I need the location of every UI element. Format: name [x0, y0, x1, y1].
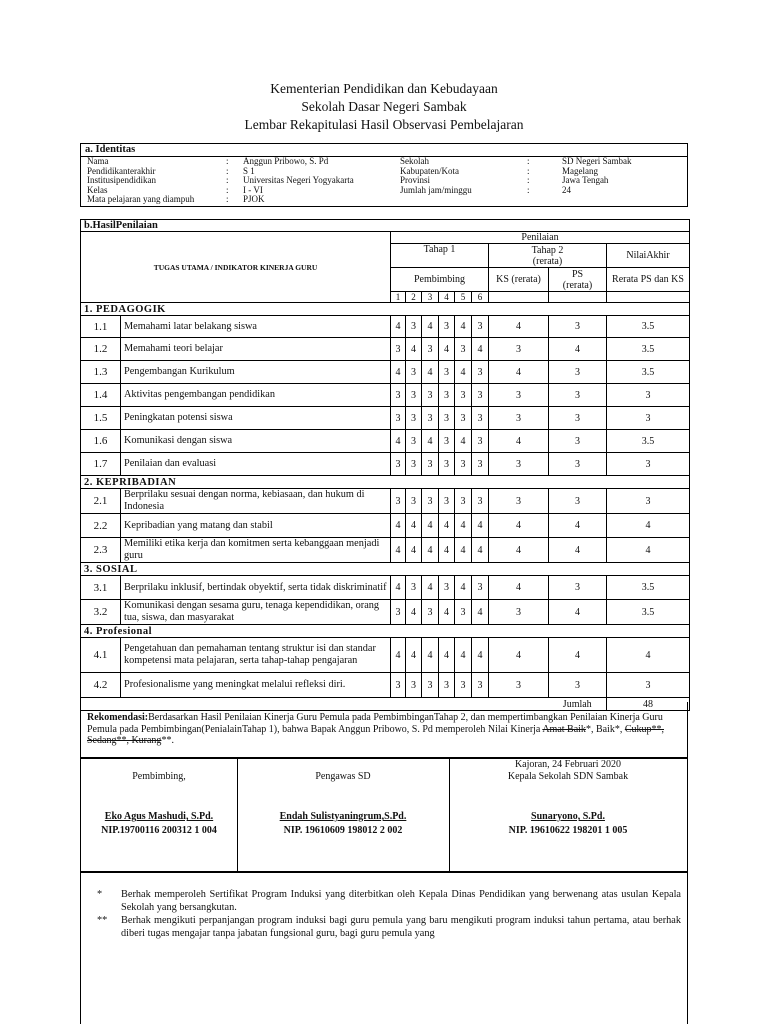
ks-value: 4 — [489, 430, 549, 453]
jumlah-value: 48 — [607, 698, 690, 711]
score-cell: 4 — [439, 600, 455, 625]
score-cell: 3 — [439, 430, 455, 453]
score-cell: 3 — [422, 338, 439, 361]
table-row — [81, 316, 690, 338]
item-number: 4.1 — [81, 638, 121, 673]
score-cell: 4 — [422, 514, 439, 538]
section-header: 2. KEPRIBADIAN — [81, 476, 690, 489]
identity-value: Universitas Negeri Yogyakarta — [243, 175, 354, 185]
identity-colon: : — [226, 175, 229, 185]
sig-pengawas-nip: NIP. 19610609 198012 2 002 — [283, 825, 403, 836]
score-cell: 3 — [422, 600, 439, 625]
ps-value: 4 — [549, 538, 607, 563]
final-value: 3 — [607, 407, 690, 430]
identity-colon: : — [527, 184, 530, 195]
score-cell: 3 — [391, 384, 406, 407]
identity-label: Sekolah — [400, 156, 429, 166]
identity-colon: : — [527, 175, 530, 185]
section-header: 3. SOSIAL — [81, 563, 690, 576]
identity-colon: : — [527, 165, 530, 176]
ks-value: 3 — [489, 600, 549, 625]
identity-title: a. Identitas — [85, 144, 136, 155]
final-value: 4 — [607, 538, 690, 563]
ps-value: 3 — [549, 361, 607, 384]
score-cell: 4 — [391, 361, 406, 384]
ks-value: 4 — [489, 361, 549, 384]
score-cell: 3 — [455, 384, 472, 407]
table-row — [81, 489, 690, 514]
score-cell: 4 — [422, 576, 439, 600]
score-cell: 4 — [439, 514, 455, 538]
score-cell: 4 — [391, 638, 406, 673]
final-value: 3.5 — [607, 600, 690, 625]
ks-value: 3 — [489, 453, 549, 476]
final-value: 3.5 — [607, 316, 690, 338]
final-value: 3.5 — [607, 338, 690, 361]
score-cell: 3 — [439, 576, 455, 600]
score-cell: 3 — [439, 673, 455, 698]
ps-value: 3 — [549, 430, 607, 453]
section-header: 4. Profesional — [81, 625, 690, 638]
score-cell: 3 — [455, 673, 472, 698]
identity-colon: : — [226, 156, 229, 166]
identity-value: Jawa Tengah — [562, 175, 609, 185]
final-value: 3.5 — [607, 430, 690, 453]
identity-value: Magelang — [562, 165, 598, 176]
score-cell: 4 — [472, 338, 489, 361]
table-row — [81, 538, 690, 563]
table-row — [81, 673, 690, 698]
col-number: 6 — [472, 292, 489, 303]
item-description: Memahami latar belakang siswa — [121, 316, 391, 338]
identity-label: Kelas — [87, 184, 108, 195]
score-cell: 4 — [472, 600, 489, 625]
score-cell: 3 — [455, 600, 472, 625]
ks-value: 3 — [489, 338, 549, 361]
ks-value: 4 — [489, 538, 549, 563]
tahap1-header: Tahap 1 — [391, 244, 489, 268]
score-cell: 3 — [472, 489, 489, 514]
col-number: 5 — [455, 292, 472, 303]
sig-pembimbing-name: Eko Agus Mashudi, S.Pd. — [104, 811, 214, 822]
tahap2-header: Tahap 2 (rerata) — [489, 244, 607, 268]
ks-value: 3 — [489, 407, 549, 430]
col-number: 1 — [391, 292, 406, 303]
ps-header: PS (rerata) — [549, 268, 607, 292]
score-cell: 3 — [422, 673, 439, 698]
header-school: Sekolah Dasar Negeri Sambak — [301, 99, 467, 114]
footnote-double-star: ** Berhak mengikuti perpanjangan program induksi bagi guru pemula yang baru mengikuti program induksi tahun pertama, atau berhak diberi tugas mengajar tanpa jabatan fungsional guru, bagi guru pemula yang — [97, 915, 681, 939]
score-cell: 4 — [455, 514, 472, 538]
col-number: 3 — [422, 292, 439, 303]
sig-kepala — [449, 759, 687, 871]
score-cell: 3 — [406, 453, 422, 476]
score-cell: 3 — [406, 489, 422, 514]
score-cell: 3 — [472, 453, 489, 476]
score-cell: 4 — [422, 538, 439, 563]
identity-label: Mata pelajaran yang diampuh — [87, 194, 195, 204]
identity-value: 24 — [562, 184, 571, 195]
score-cell: 4 — [422, 361, 439, 384]
table-row — [81, 453, 690, 476]
score-cell: 3 — [439, 489, 455, 514]
item-description: Berprilaku sesuai dengan norma, kebiasaan, dan hukum di Indonesia — [121, 489, 391, 514]
score-cell: 4 — [472, 538, 489, 563]
item-number: 4.2 — [81, 673, 121, 698]
score-cell: 3 — [391, 673, 406, 698]
sig-pembimbing-label: Pembimbing, — [132, 771, 186, 782]
score-cell: 4 — [406, 638, 422, 673]
item-number: 2.2 — [81, 514, 121, 538]
item-description: Kepribadian yang matang dan stabil — [121, 514, 391, 538]
score-cell: 3 — [391, 338, 406, 361]
score-cell: 4 — [455, 538, 472, 563]
score-cell: 3 — [391, 453, 406, 476]
sig-pengawas — [237, 759, 450, 871]
score-cell: 3 — [406, 361, 422, 384]
item-number: 3.2 — [81, 600, 121, 625]
sig-kepala-date: Kajoran, 24 Februari 2020 — [514, 759, 622, 770]
item-description: Aktivitas pengembangan pendidikan — [121, 384, 391, 407]
ps-value: 4 — [549, 514, 607, 538]
ps-value: 3 — [549, 316, 607, 338]
signature-section — [80, 758, 688, 872]
table-row — [81, 384, 690, 407]
score-cell: 4 — [391, 538, 406, 563]
final-value: 3 — [607, 453, 690, 476]
score-cell: 4 — [439, 638, 455, 673]
assessment-table — [80, 219, 690, 711]
recommendation-label: Rekomendasi: — [87, 712, 149, 723]
identity-colon: : — [226, 184, 229, 195]
score-cell: 4 — [391, 576, 406, 600]
ks-header: KS (rerata) — [489, 268, 549, 292]
final-value: 3 — [607, 489, 690, 514]
recommendation-mid: *, Baik*, — [585, 723, 625, 735]
item-number: 2.3 — [81, 538, 121, 563]
score-cell: 3 — [472, 673, 489, 698]
table-row — [81, 514, 690, 538]
score-cell: 4 — [406, 600, 422, 625]
rerata-header: Rerata PS dan KS — [607, 268, 690, 292]
score-cell: 3 — [391, 407, 406, 430]
pembimbing-header: Pembimbing — [391, 268, 489, 292]
item-number: 3.1 — [81, 576, 121, 600]
table-row — [81, 361, 690, 384]
footnotes — [80, 872, 688, 1024]
final-value: 3.5 — [607, 361, 690, 384]
table-row — [81, 338, 690, 361]
score-cell: 4 — [422, 430, 439, 453]
header-title: Lembar Rekapitulasi Hasil Observasi Pembelajaran — [244, 117, 524, 132]
sig-pengawas-label: Pengawas SD — [315, 771, 371, 782]
final-value: 4 — [607, 514, 690, 538]
sig-pembimbing-nip: NIP.19700116 200312 1 004 — [101, 825, 217, 836]
score-cell: 3 — [439, 384, 455, 407]
identity-box — [80, 143, 688, 207]
item-description: Komunikasi dengan siswa — [121, 430, 391, 453]
section-header: 1. PEDAGOGIK — [81, 303, 690, 316]
footnote-single-star: * Berhak memperoleh Sertifikat Program Induksi yang diterbitkan oleh Kepala Dinas Pendidikan yang berwenang atas usulan Kepala Sekolah yang bersangkutan. — [97, 889, 681, 913]
score-cell: 4 — [406, 514, 422, 538]
ps-value: 3 — [549, 489, 607, 514]
sig-kepala-nip: NIP. 19610622 198201 1 005 — [508, 825, 628, 836]
item-description: Komunikasi dengan sesama guru, tenaga kependidikan, orang tua, siswa, dan masyarakat — [121, 600, 391, 625]
score-cell: 3 — [406, 430, 422, 453]
table-row — [81, 600, 690, 625]
score-cell: 4 — [422, 316, 439, 338]
identity-label: Kabupaten/Kota — [400, 165, 459, 176]
strike-other-grades: Cukup**, Sedang**, Kurang — [87, 723, 664, 746]
score-cell: 4 — [439, 538, 455, 563]
ks-value: 3 — [489, 384, 549, 407]
item-description: Berprilaku inklusif, bertindak obyektif, serta tidak diskriminatif — [121, 576, 391, 600]
ks-value: 4 — [489, 514, 549, 538]
score-cell: 3 — [455, 453, 472, 476]
item-description: Memiliki etika kerja dan komitmen serta kebanggaan menjadi guru — [121, 538, 391, 563]
score-cell: 3 — [472, 430, 489, 453]
score-cell: 4 — [455, 576, 472, 600]
item-description: Pengetahuan dan pemahaman tentang struktur isi dan standar kompetensi mata pelajaran, serta tahap-tahap pengajaran — [121, 638, 391, 673]
score-cell: 4 — [422, 638, 439, 673]
nilai-akhir-header: NilaiAkhir — [607, 244, 690, 268]
item-description: Peningkatan potensi siswa — [121, 407, 391, 430]
score-cell: 4 — [439, 338, 455, 361]
item-description: Pengembangan Kurikulum — [121, 361, 391, 384]
score-cell: 3 — [439, 316, 455, 338]
score-cell: 4 — [472, 514, 489, 538]
strike-amat-baik: Amat Baik — [542, 723, 586, 735]
score-cell: 3 — [439, 453, 455, 476]
item-number: 2.1 — [81, 489, 121, 514]
final-value: 4 — [607, 638, 690, 673]
score-cell: 4 — [455, 638, 472, 673]
identity-label: Pendidikanterakhir — [87, 165, 156, 176]
score-cell: 4 — [391, 430, 406, 453]
ks-value: 3 — [489, 489, 549, 514]
score-cell: 3 — [455, 338, 472, 361]
item-number: 1.5 — [81, 407, 121, 430]
identity-value: S 1 — [243, 165, 255, 176]
score-cell: 3 — [391, 489, 406, 514]
header-ministry: Kementerian Pendidikan dan Kebudayaan — [270, 81, 498, 96]
recommendation-text: Berdasarkan Hasil Penilaian Kinerja Guru Pemula pada PembimbinganTahap 2, dan mempertimbangkan Penilaian Kinerja Guru Pemula pada Pembimbingan(PenialainTahap 1), bahwa Bapak Anggun Pribowo, S. Pd memperoleh Nilai Kinerja — [87, 712, 663, 735]
score-cell: 4 — [391, 316, 406, 338]
score-cell: 3 — [455, 407, 472, 430]
score-cell: 3 — [406, 673, 422, 698]
jumlah-label: Jumlah — [549, 698, 607, 711]
identity-value: SD Negeri Sambak — [562, 156, 632, 166]
score-cell: 3 — [472, 576, 489, 600]
identity-colon: : — [226, 165, 229, 176]
ks-value: 4 — [489, 576, 549, 600]
score-cell: 3 — [472, 407, 489, 430]
ps-value: 3 — [549, 453, 607, 476]
score-cell: 3 — [422, 453, 439, 476]
item-number: 1.4 — [81, 384, 121, 407]
score-cell: 3 — [472, 384, 489, 407]
score-cell: 3 — [455, 489, 472, 514]
item-description: Memahami teori belajar — [121, 338, 391, 361]
final-value: 3 — [607, 384, 690, 407]
ps-value: 3 — [549, 407, 607, 430]
identity-value: Anggun Pribowo, S. Pd — [243, 156, 329, 166]
ks-value: 4 — [489, 638, 549, 673]
recommendation-box — [80, 702, 688, 758]
item-number: 1.6 — [81, 430, 121, 453]
table-row — [81, 430, 690, 453]
recommendation-tail: **. — [161, 735, 174, 746]
document-header — [0, 80, 768, 134]
ps-value: 3 — [549, 384, 607, 407]
ps-value: 3 — [549, 673, 607, 698]
ks-value: 3 — [489, 673, 549, 698]
score-cell: 3 — [422, 384, 439, 407]
score-cell: 3 — [406, 407, 422, 430]
ps-value: 3 — [549, 576, 607, 600]
table-row — [81, 638, 690, 673]
identity-label: Nama — [87, 156, 109, 166]
ps-value: 4 — [549, 338, 607, 361]
sig-kepala-name: Sunaryono, S.Pd. — [531, 811, 605, 822]
item-number: 1.1 — [81, 316, 121, 338]
final-value: 3.5 — [607, 576, 690, 600]
score-cell: 4 — [391, 514, 406, 538]
ps-value: 4 — [549, 638, 607, 673]
identity-label: Provinsi — [400, 175, 431, 185]
score-cell: 3 — [472, 361, 489, 384]
identity-value: PJOK — [243, 194, 265, 204]
penilaian-header: Penilaian — [391, 232, 690, 244]
score-cell: 4 — [455, 361, 472, 384]
sig-pembimbing — [81, 759, 238, 871]
item-number: 1.7 — [81, 453, 121, 476]
table-row — [81, 407, 690, 430]
identity-value: I - VI — [243, 184, 263, 195]
sig-pengawas-name: Endah Sulistyaningrum,S.Pd. — [279, 811, 407, 822]
table-row — [81, 576, 690, 600]
item-description: Profesionalisme yang meningkat melalui refleksi diri. — [121, 673, 391, 698]
col-number: 4 — [439, 292, 455, 303]
score-cell: 4 — [472, 638, 489, 673]
score-cell: 4 — [455, 430, 472, 453]
ks-value: 4 — [489, 316, 549, 338]
score-cell: 3 — [406, 316, 422, 338]
score-cell: 4 — [406, 338, 422, 361]
item-number: 1.3 — [81, 361, 121, 384]
score-cell: 4 — [455, 316, 472, 338]
task-column-header: TUGAS UTAMA / INDIKATOR KINERJA GURU — [81, 232, 391, 303]
score-cell: 3 — [439, 407, 455, 430]
score-cell: 3 — [391, 600, 406, 625]
score-cell: 3 — [406, 384, 422, 407]
col-number: 2 — [406, 292, 422, 303]
final-value: 3 — [607, 673, 690, 698]
item-description: Penilaian dan evaluasi — [121, 453, 391, 476]
identity-colon: : — [527, 156, 530, 166]
sig-kepala-label: Kepala Sekolah SDN Sambak — [507, 771, 629, 782]
score-cell: 3 — [422, 489, 439, 514]
identity-label: Institusipendidikan — [87, 175, 156, 185]
identity-label: Jumlah jam/minggu — [400, 184, 472, 195]
score-cell: 4 — [406, 538, 422, 563]
score-cell: 3 — [406, 576, 422, 600]
section-b-title: b.HasilPenilaian — [81, 220, 690, 232]
item-number: 1.2 — [81, 338, 121, 361]
ps-value: 4 — [549, 600, 607, 625]
score-cell: 3 — [422, 407, 439, 430]
score-cell: 3 — [472, 316, 489, 338]
identity-colon: : — [226, 194, 229, 204]
score-cell: 3 — [439, 361, 455, 384]
